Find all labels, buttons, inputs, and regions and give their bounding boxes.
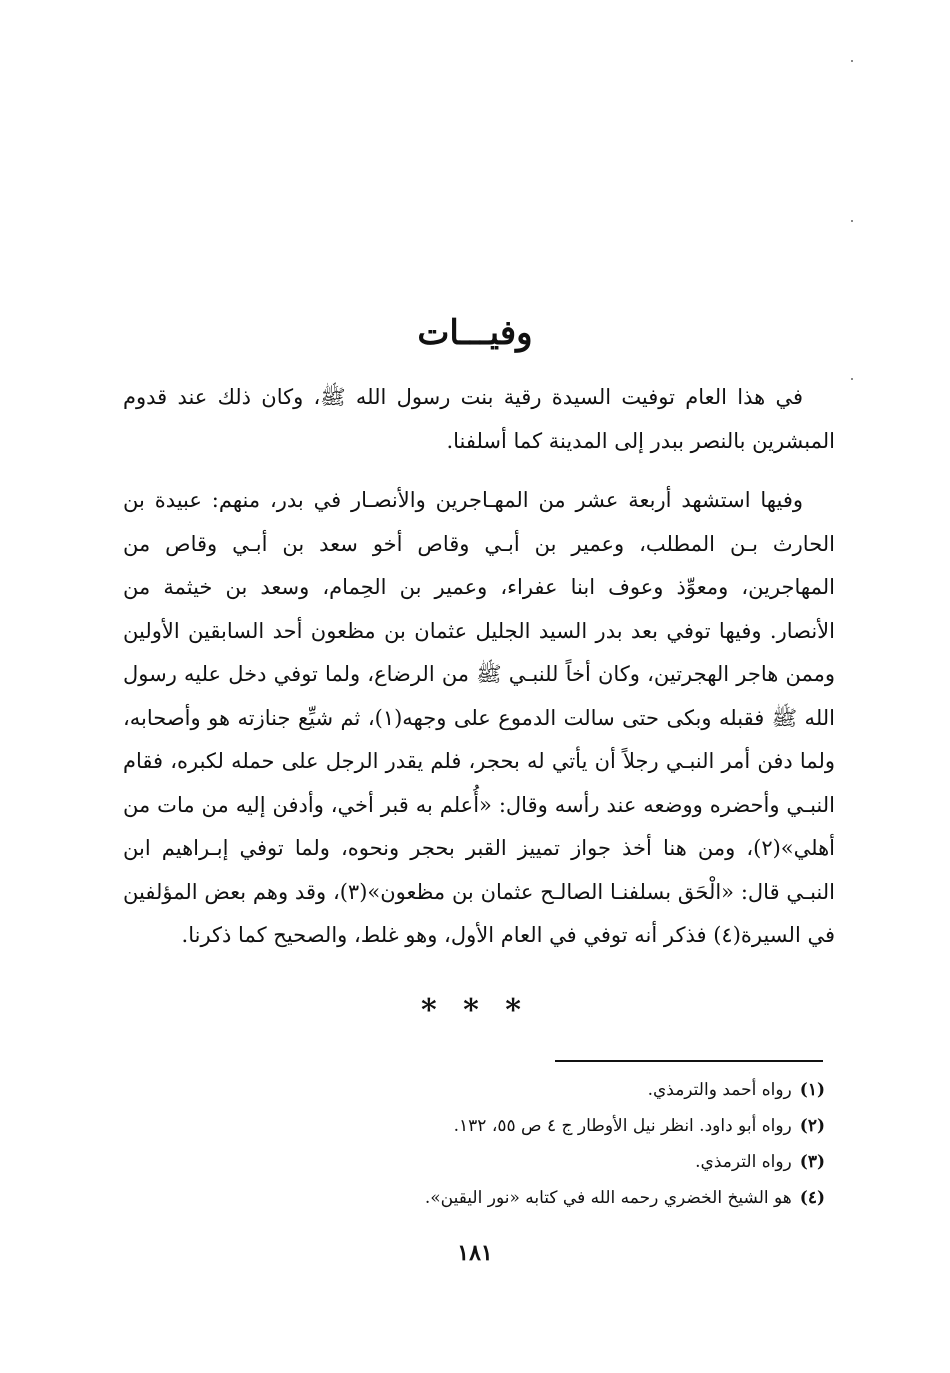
page-number: ١٨١ [457, 1240, 493, 1266]
footnote-number: (١) [799, 1080, 825, 1100]
footnote-text: هو الشيخ الخضري رحمه الله في كتابه «نور اليقين». [424, 1188, 792, 1208]
body-text [123, 376, 835, 958]
footnote-2 [200, 1108, 825, 1144]
chapter-title: وفيـــات [417, 312, 533, 353]
footnote-number: (٣) [799, 1152, 825, 1172]
section-separator: * * * [421, 993, 529, 1028]
paragraph-ruqayya: في هذا العام توفيت السيدة رقية بنت رسول الله ﷺ، وكان ذلك عند قدوم المبشرين بالنصر ببدر إلى المدينة كما أسلفنا. [123, 385, 835, 453]
paragraph-martyrs: وفيها استشهد أربعة عشر من المهـاجرين والأنصـار في بدر، منهم: عبيدة بن الحارث بـن المطلب، وعمير بن أبـي وقاص أخو سعد بن أبـي وقاص من المهاجرين، ومعوِّذ وعوف ابنا عفراء، وعمير بن الحِمام، وسعد بن خيثمة من الأنصار. وفيها توفي بعد بدر السيد الجليل عثمان بن مظعون أحد السابقين الأولين وممن هاجر الهجرتين، وكان أخاً للنبـي ﷺ من الرضاع، ولما توفي دخل عليه رسول الله ﷺ فقبله وبكى حتى سالت الدموع على وجهه(١)، ثم شيِّع جنازته هو وأصحابه، ولما دفن أمر النبـي رجلاً أن يأتي له بحجر، فلم يقدر الرجل على حمله لكبره، فقام النبـي وأحضره ووضعه عند رأسه وقال: «أُعلم به قبر أخي، وأدفن إليه من مات من أهلي»(٢)، ومن هنا أخذ جواز تمييز القبر بحجر ونحوه، ولما توفي إبـراهيم ابن النبـي قال: «الْحَق بسلفنـا الصالـح عثمان بن مظعون»(٣)، وقد وهم بعض المؤلفين في السيرة(٤) فذكر أنه توفي في العام الأول، وهو غلط، والصحيح كما ذكرنا. [123, 488, 836, 947]
footnote-3 [200, 1144, 825, 1180]
footnote-number: (٢) [799, 1116, 825, 1136]
footnote-text: رواه الترمذي. [695, 1152, 792, 1172]
footnote-rule [555, 1060, 823, 1062]
footnote-text: رواه أحمد والترمذي. [647, 1080, 792, 1100]
footnote-number: (٤) [799, 1188, 825, 1208]
footnote-4 [200, 1180, 825, 1216]
footnote-1 [200, 1072, 825, 1108]
footnote-text: رواه أبو داود. انظر نيل الأوطار ج ٤ ص ٥٥، ١٣٢. [453, 1116, 792, 1136]
footnotes [200, 1072, 825, 1216]
